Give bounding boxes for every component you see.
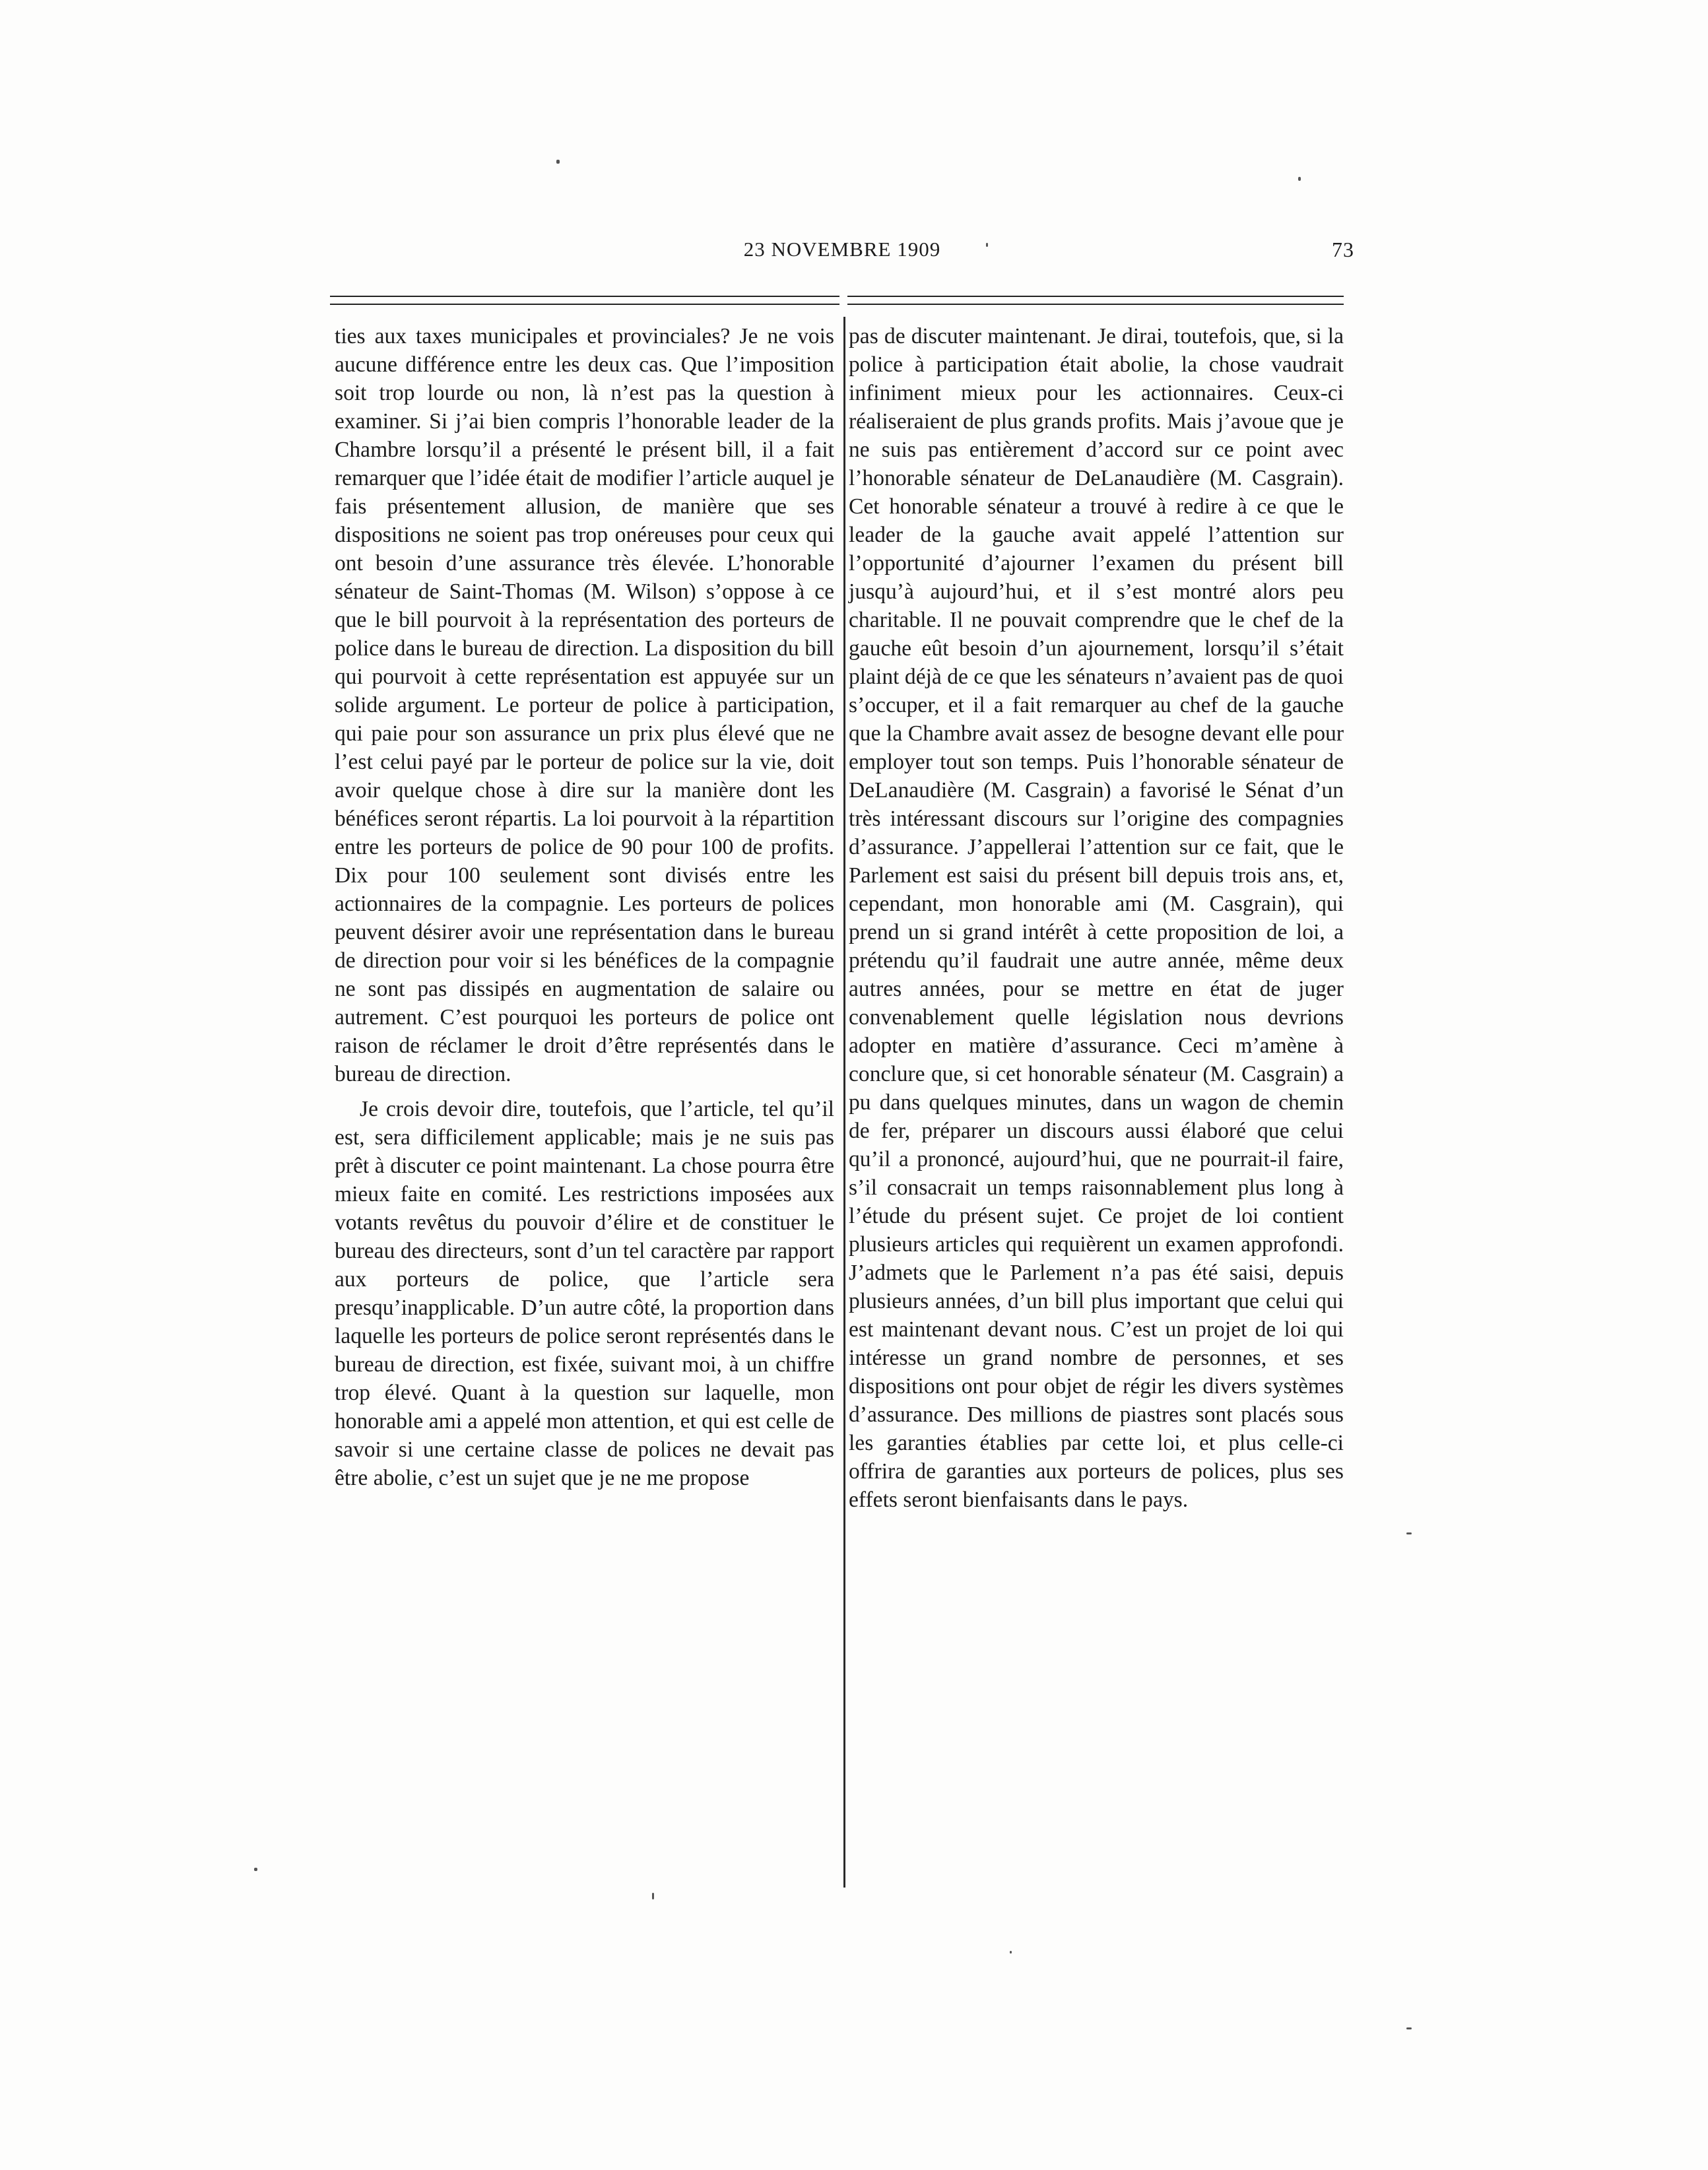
paragraph: pas de discuter maintenant. Je dirai, toutefois, que, si la police à participation était abolie, la chose vaudrait infiniment mieux pour les actionnaires. Ceux-ci réaliseraient de plus grands profits. Mais j’avoue que je ne suis pas entièrement d’accord sur ce point avec l’honorable sénateur de DeLanaudière (M. Casgrain). Cet honorable sénateur a trouvé à redire à ce que le leader de la gauche avait appelé l’attention sur l’opportunité d’ajourner l’examen du présent bill jusqu’à aujourd’hui, et il s’est montré alors peu charitable. Il ne pouvait comprendre que le chef de la gauche eût besoin d’un ajournement, lorsqu’il s’était plaint déjà de ce que les sénateurs n’avaient pas de quoi s’occuper, et il a fait remarquer au chef de la gauche que la Chambre avait assez de besogne devant elle pour employer tout son temps. Puis l’honorable sénateur de DeLanaudière (M. Casgrain) a favorisé le Sénat d’un très intéressant discours sur l’origine des compagnies d’assurance. J’appellerai l’attention sur ce fait, que le Parlement est saisi du présent bill depuis trois ans, et, cependant, mon honorable ami (M. Casgrain), qui prend un si grand intérêt à cette proposition de loi, a prétendu qu’il faudrait une autre année, même deux autres années, pour se mettre en état de juger convenablement quelle législation nous devrions adopter en matière d’assurance. Ceci m’amène à conclure que, si cet honorable sénateur (M. Casgrain) a pu dans quelques minutes, dans un wagon de chemin de fer, préparer un discours aussi élaboré que celui qu’il a prononcé, aujourd’hui, que ne pourrait-il faire, s’il consacrait un temps raisonnablement plus long à l’étude du présent sujet. Ce projet de loi contient plusieurs articles qui requièrent un examen approfondi. J’admets que le Parlement n’a pas été saisi, depuis plusieurs années, d’un bill plus important que celui qui est maintenant devant nous. C’est un projet de loi qui intéresse un grand nombre de personnes, et ses dispositions ont pour objet de régir les divers systèmes d’assurance. Des millions de piastres sont placés sous les garanties établies par cette loi, et plus celle-ci offrira de garanties aux porteurs de polices, plus ses effets seront bienfaisants dans le pays. — [849, 324, 1344, 1512]
scan-speck — [1010, 1951, 1012, 1954]
page-number: 73 — [1332, 238, 1354, 261]
paragraph: ties aux taxes municipales et provinciales? Je ne vois aucune différence entre les deux cas. Que l’imposition soit trop lourde ou non, là n’est pas la question à examiner. Si j’ai bien compris l’honorable leader de la Chambre lorsqu’il a présenté le présent bill, il a fait remarquer que l’idée était de modifier l’article auquel je fais présentement allusion, de manière que ses dispositions ne soient pas trop onéreuses pour ceux qui ont besoin d’une assurance très élevée. L’honorable sénateur de Saint-Thomas (M. Wilson) s’oppose à ce que le bill pourvoit à la représentation des porteurs de police dans le bureau de direction. La disposition du bill qui pourvoit à cette représentation est appuyée sur un solide argument. Le porteur de police à participation, qui paie pour son assurance un prix plus élevé que ne l’est celui payé par le porteur de police sur la vie, doit avoir quelque chose à dire sur la manière dont les bénéfices seront répartis. La loi pourvoit à la répartition entre les porteurs de police de 90 pour 100 de profits. Dix pour 100 seulement sont divisés entre les actionnaires de la compagnie. Les porteurs de polices peuvent désirer avoir une représentation dans le bureau de direction pour voir si les bénéfices de la compagnie ne sont pas dissipés en augmentation de salaire ou autrement. C’est pourquoi les porteurs de police ont raison de réclamer le droit d’être représentés dans le bureau de direction. — [335, 324, 834, 1086]
running-head — [330, 238, 1354, 271]
paragraph: Je crois devoir dire, toutefois, que l’article, tel qu’il est, sera difficilement applicable; mais je ne suis pas prêt à discuter ce point maintenant. La chose pourra être mieux faite en comité. Les restrictions imposées aux votants revêtus du pouvoir d’élire et de constituer le bureau des directeurs, sont d’un tel caractère par rapport aux porteurs de police, que l’article sera presqu’inapplicable. D’un autre côté, la proportion dans laquelle les porteurs de police seront représentés dans le bureau de direction, est fixée, suivant moi, à un chiffre trop élevé. Quant à la question sur laquelle, mon honorable ami a appelé mon attention, et qui est celle de savoir si une certaine classe de polices ne devait pas être abolie, c’est un sujet que je ne me propose — [335, 1097, 834, 1490]
header-rule-right — [847, 296, 1344, 305]
scan-speck — [556, 160, 560, 164]
scan-speck — [1406, 1532, 1412, 1534]
scan-speck — [254, 1868, 257, 1871]
scan-speck — [652, 1893, 654, 1899]
scan-speck — [986, 243, 988, 247]
column-separator — [843, 317, 845, 1888]
left-column — [335, 322, 834, 1492]
right-column — [849, 322, 1344, 1514]
scan-speck — [1298, 177, 1301, 181]
page-date: 23 NOVEMBRE 1909 — [743, 238, 941, 261]
header-rule-left — [330, 296, 839, 305]
scan-speck — [1406, 2027, 1412, 2029]
